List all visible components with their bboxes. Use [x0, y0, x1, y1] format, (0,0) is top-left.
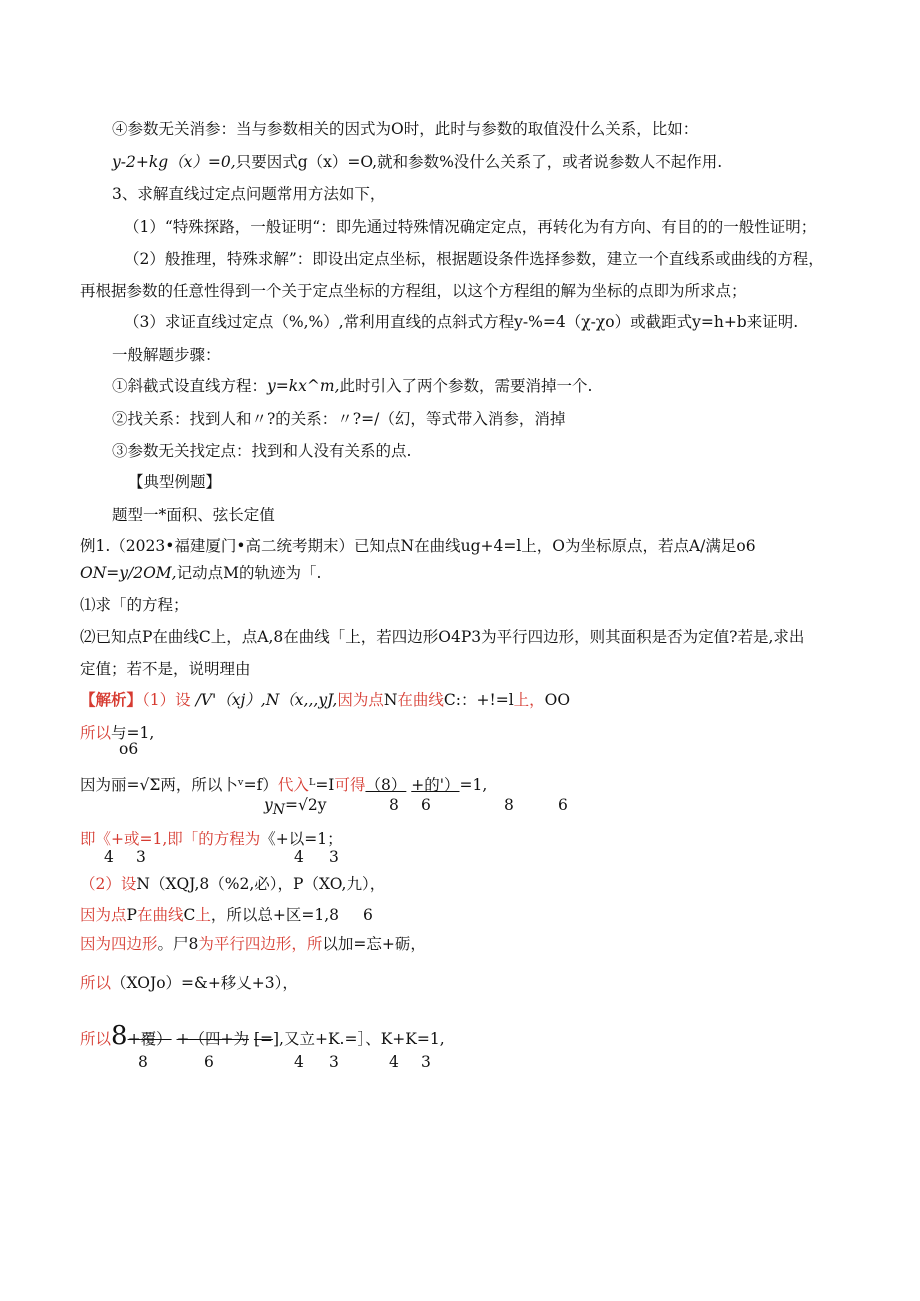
formula: = [260, 1030, 273, 1048]
formula: =√2y [285, 796, 327, 814]
text-line-10: ②找关系：找到人和〃?的关系：〃?=/（幻，等式带入消参，消掉 [112, 410, 566, 428]
text: ①斜截式设直线方程： [112, 377, 268, 395]
formula: +的'） [411, 776, 460, 794]
solution-line-2 [80, 723, 154, 743]
denominator: 3 [136, 848, 146, 866]
fraction-denominator: o6 [119, 740, 139, 758]
formula: ON=y∕2OM, [80, 564, 177, 582]
formula: y=kx^m, [267, 377, 340, 395]
example-line-1: 例1.（2023•福建厦门•高二统考期末）已知点N在曲线ug+4=l上，O为坐标原点，若点A/满足o6 [80, 537, 756, 555]
text: 所以 [80, 724, 112, 742]
solution-line-1 [80, 690, 570, 710]
solution-subscript-line [264, 795, 327, 820]
formula: 与=1, [111, 724, 155, 742]
formula: =1, [459, 776, 488, 794]
denominator: 8 [389, 796, 399, 814]
text: 因为四边形 [80, 935, 158, 953]
text: P [126, 906, 137, 924]
section-heading: 【典型例题】 [128, 473, 222, 491]
text: 可得 [334, 776, 366, 794]
text: OO [544, 691, 571, 709]
solution-line-9 [80, 1022, 445, 1053]
text-line-11: ③参数无关找定点：找到和人没有关系的点. [112, 442, 412, 460]
denominator: 3 [421, 1053, 431, 1071]
text: 上， [513, 691, 545, 709]
example-part-1: ⑴求「的方程； [80, 596, 189, 614]
text: 代入 [277, 776, 309, 794]
example-line-2 [80, 563, 321, 583]
denominator: 6 [558, 796, 568, 814]
text: 为平行四边形， [198, 935, 307, 953]
text: 在曲线 [397, 691, 444, 709]
formula: +（四+为 [176, 1030, 249, 1048]
text: 因为点 [337, 691, 384, 709]
text-line-1: ④参数无关消参：当与参数相关的因式为O时，此时与参数的取值没什么关系，比如： [112, 120, 699, 138]
formula: 覆） [140, 1030, 172, 1048]
formula: [ [253, 1030, 260, 1048]
subscript: N [272, 802, 286, 819]
denominator: 3 [329, 848, 339, 866]
formula: 8 [111, 1021, 128, 1051]
text: 记动点M的轨迹为「. [176, 564, 322, 582]
text-line-4: （1）“特殊探路，一般证明“：即先通过特殊情况确定定点，再转化为有方向、有目的的一般性证明； [124, 218, 817, 236]
denominator: 4 [389, 1053, 399, 1071]
denominator: 8 [504, 796, 514, 814]
text-line-8: 一般解题步骤： [112, 346, 221, 364]
denominator: 6 [421, 796, 431, 814]
formula: ᴸ=I [308, 776, 335, 794]
text: 因为丽=√Σ两，所以卜ᵛ=f） [80, 776, 278, 794]
text: 即「的方程为 [167, 830, 261, 848]
text: 所 [306, 935, 323, 953]
formula: + [127, 1030, 141, 1048]
text-line-2 [112, 152, 722, 172]
denominator: 6 [204, 1053, 214, 1071]
formula: （8） [365, 776, 407, 794]
solution-line-5 [80, 874, 385, 894]
text-line-3: 3、求解直线过定点问题常用方法如下， [112, 185, 386, 203]
example-part-2-cont: 定值；若不是，说明理由 [80, 660, 251, 678]
text: （2）设 [80, 875, 137, 893]
solution-line-7 [80, 934, 426, 954]
formula: 6 [363, 906, 373, 924]
solution-tag: 【解析】 [80, 690, 143, 709]
text: 所以 [80, 1030, 112, 1048]
formula: y-2+kg（x）=0, [112, 153, 236, 171]
formula: （XOJo）=&+移乂+3）， [111, 974, 298, 992]
text: C [183, 906, 196, 924]
text: 在曲线 [136, 906, 184, 924]
denominator: 8 [138, 1053, 148, 1071]
denominator: 3 [329, 1053, 339, 1071]
text: 所以 [80, 974, 112, 992]
denominator: 4 [294, 1053, 304, 1071]
solution-line-3 [80, 775, 487, 795]
formula: 《+以=1； [260, 830, 343, 848]
formula: C:：+!=l [443, 691, 514, 709]
formula: 以加=忘+砺， [322, 935, 426, 953]
solution-line-8 [80, 973, 298, 993]
solution-line-4 [80, 829, 343, 849]
text: 上 [195, 906, 211, 924]
formula: N（XQJ,8（%2,必），P（XO,九）， [136, 875, 386, 893]
text: （1）设 [142, 691, 191, 709]
solution-line-6 [80, 905, 373, 925]
text-line-7: （3）求证直线过定点（%,%）,常利用直线的点斜式方程y-%=4（χ-χo）或截距式y=h+b来证明. [124, 313, 799, 331]
formula: ],又立+K.=］、K+K=1, [273, 1030, 445, 1048]
text: 。尸8 [157, 935, 199, 953]
text: 因为点 [80, 906, 127, 924]
formula: y [264, 796, 273, 814]
text-line-6: 再根据参数的任意性得到一个关于定点坐标的方程组，以这个方程组的解为坐标的点即为所求点； [80, 282, 747, 300]
formula: ，所以总+区=1,8 [210, 906, 339, 924]
text: N [383, 691, 398, 709]
denominator: 4 [294, 848, 304, 866]
text: 只要因式g（x）=O,就和参数%没什么关系了，或者说参数人不起作用. [235, 153, 723, 171]
formula: 即《+或=1, [80, 830, 168, 848]
example-part-2: ⑵已知点P在曲线C上，点A,8在曲线「上，若四边形O4P3为平行四边形，则其面积是否为定值?若是,求出 [80, 628, 805, 646]
text-line-5: （2）般推理，特殊求解”：即设出定点坐标，根据题设条件选择参数，建立一个直线系或曲线的方程， [124, 250, 824, 268]
text: 此时引入了两个参数，需要消掉一个. [339, 377, 593, 395]
denominator: 4 [104, 848, 114, 866]
formula: /V'（xj）,N（x,,,yJ, [195, 691, 338, 709]
text-line-9 [112, 376, 592, 396]
question-type: 题型一*面积、弦长定值 [112, 506, 275, 524]
